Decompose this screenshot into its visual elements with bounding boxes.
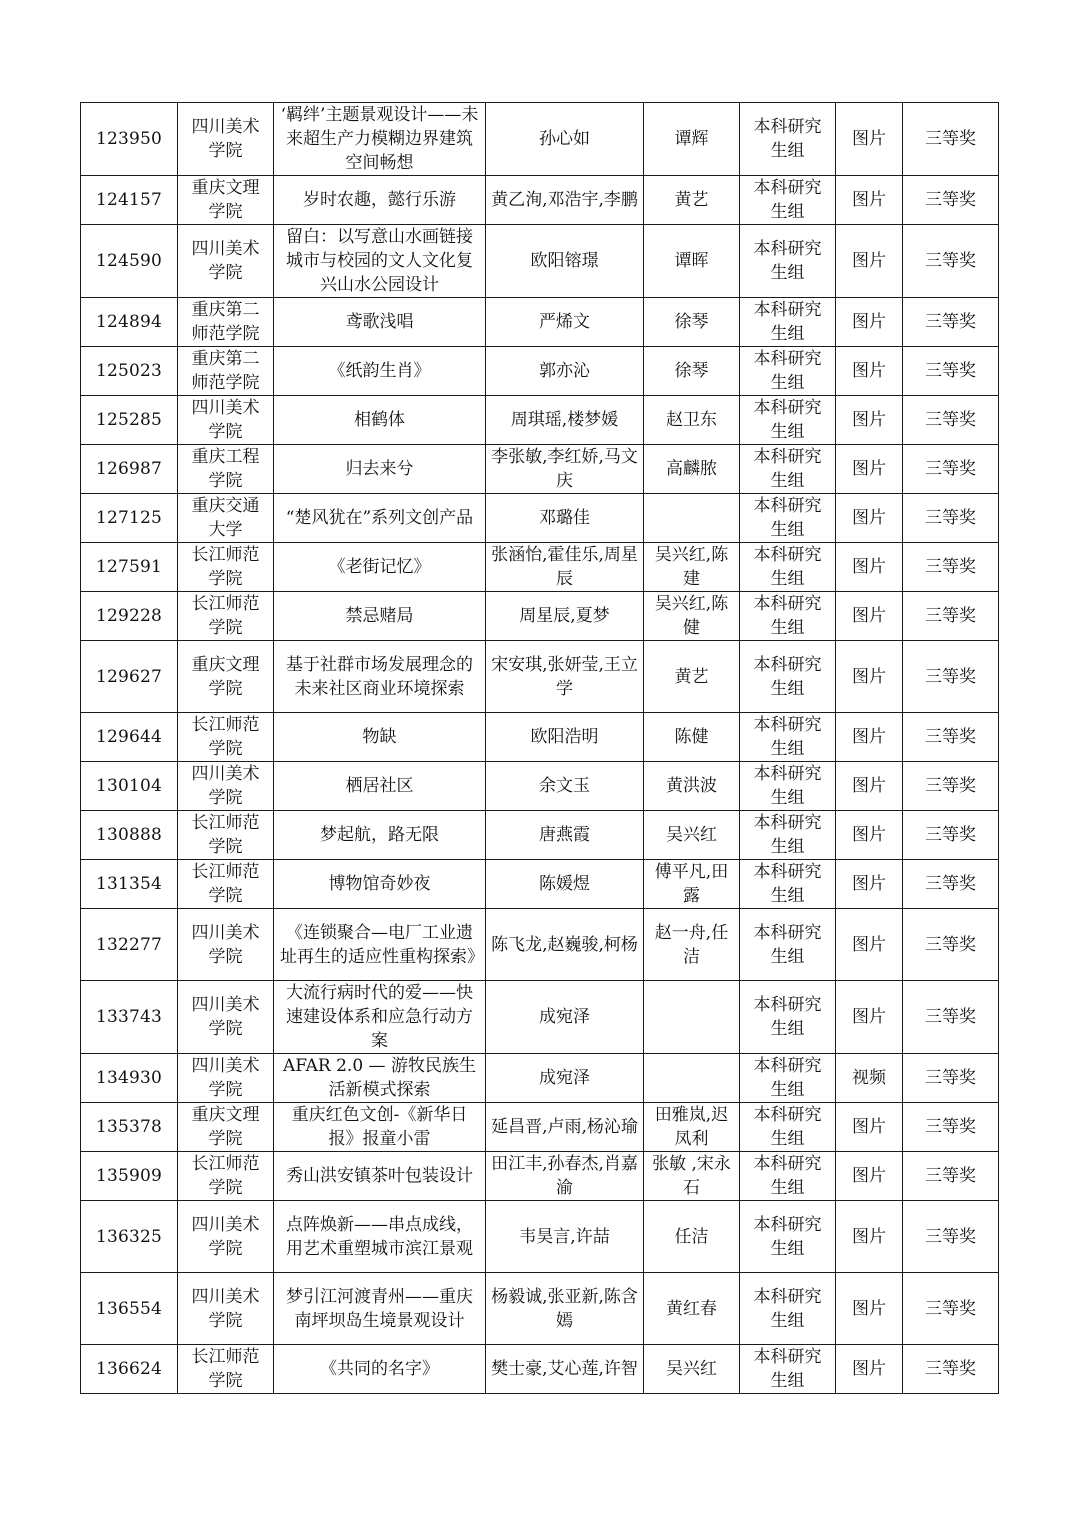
work-type: 图片 xyxy=(836,347,903,396)
advisor: 谭晖 xyxy=(644,225,740,298)
work-type: 图片 xyxy=(836,1201,903,1273)
school-name: 长江师范学院 xyxy=(178,811,274,860)
group: 本科研究生组 xyxy=(740,103,836,176)
group: 本科研究生组 xyxy=(740,1103,836,1152)
work-title: 鸢歌浅唱 xyxy=(274,298,486,347)
authors: 郭亦沁 xyxy=(486,347,644,396)
work-type: 图片 xyxy=(836,713,903,762)
work-id: 135909 xyxy=(81,1152,178,1201)
work-id: 136325 xyxy=(81,1201,178,1273)
school-name: 长江师范学院 xyxy=(178,1345,274,1394)
work-id: 126987 xyxy=(81,445,178,494)
authors: 成宛泽 xyxy=(486,1054,644,1103)
group: 本科研究生组 xyxy=(740,494,836,543)
authors: 欧阳浩明 xyxy=(486,713,644,762)
authors: 邓璐佳 xyxy=(486,494,644,543)
authors: 杨毅诚,张亚新,陈含嫣 xyxy=(486,1273,644,1345)
work-title: 《老街记忆》 xyxy=(274,543,486,592)
authors: 严烯文 xyxy=(486,298,644,347)
school-name: 重庆工程学院 xyxy=(178,445,274,494)
table-row xyxy=(81,543,999,592)
group: 本科研究生组 xyxy=(740,225,836,298)
table-row xyxy=(81,1152,999,1201)
group: 本科研究生组 xyxy=(740,543,836,592)
school-name: 重庆第二师范学院 xyxy=(178,347,274,396)
work-type: 图片 xyxy=(836,762,903,811)
work-title: 禁忌赌局 xyxy=(274,592,486,641)
school-name: 四川美术学院 xyxy=(178,1054,274,1103)
work-id: 136554 xyxy=(81,1273,178,1345)
table-row xyxy=(81,176,999,225)
work-type: 图片 xyxy=(836,225,903,298)
table-body xyxy=(81,103,999,1394)
authors: 宋安琪,张妍莹,王立学 xyxy=(486,641,644,713)
award-level: 三等奖 xyxy=(903,641,999,713)
work-id: 129228 xyxy=(81,592,178,641)
work-type: 图片 xyxy=(836,176,903,225)
advisor xyxy=(644,494,740,543)
work-title: 归去来兮 xyxy=(274,445,486,494)
table-row xyxy=(81,762,999,811)
group: 本科研究生组 xyxy=(740,1152,836,1201)
group: 本科研究生组 xyxy=(740,762,836,811)
work-title: AFAR 2.0 — 游牧民族生活新模式探索 xyxy=(274,1054,486,1103)
authors: 唐燕霞 xyxy=(486,811,644,860)
authors: 周琪瑶,楼梦媛 xyxy=(486,396,644,445)
school-name: 长江师范学院 xyxy=(178,592,274,641)
advisor: 黄艺 xyxy=(644,641,740,713)
table-row xyxy=(81,298,999,347)
award-level: 三等奖 xyxy=(903,713,999,762)
award-level: 三等奖 xyxy=(903,592,999,641)
work-type: 图片 xyxy=(836,1103,903,1152)
work-title: 梦起航，路无限 xyxy=(274,811,486,860)
authors: 成宛泽 xyxy=(486,981,644,1054)
authors: 陈飞龙,赵巍骏,柯杨 xyxy=(486,909,644,981)
authors: 欧阳镕璟 xyxy=(486,225,644,298)
advisor: 吴兴红 xyxy=(644,811,740,860)
group: 本科研究生组 xyxy=(740,1273,836,1345)
work-title: 大流行病时代的爱——快速建设体系和应急行动方案 xyxy=(274,981,486,1054)
work-id: 133743 xyxy=(81,981,178,1054)
work-title: 博物馆奇妙夜 xyxy=(274,860,486,909)
work-title: 《连锁聚合—电厂工业遗址再生的适应性重构探索》 xyxy=(274,909,486,981)
advisor: 谭辉 xyxy=(644,103,740,176)
award-level: 三等奖 xyxy=(903,1103,999,1152)
school-name: 重庆第二师范学院 xyxy=(178,298,274,347)
work-id: 130104 xyxy=(81,762,178,811)
award-level: 三等奖 xyxy=(903,1273,999,1345)
work-title: 《纸韵生肖》 xyxy=(274,347,486,396)
work-type: 图片 xyxy=(836,860,903,909)
work-id: 135378 xyxy=(81,1103,178,1152)
table-row xyxy=(81,811,999,860)
advisor xyxy=(644,981,740,1054)
work-id: 124894 xyxy=(81,298,178,347)
award-level: 三等奖 xyxy=(903,445,999,494)
work-title: 物缺 xyxy=(274,713,486,762)
school-name: 长江师范学院 xyxy=(178,543,274,592)
award-level: 三等奖 xyxy=(903,103,999,176)
group: 本科研究生组 xyxy=(740,1345,836,1394)
table-row xyxy=(81,592,999,641)
advisor: 赵一舟,任洁 xyxy=(644,909,740,981)
table-row xyxy=(81,103,999,176)
advisor: 黄红春 xyxy=(644,1273,740,1345)
work-id: 130888 xyxy=(81,811,178,860)
school-name: 四川美术学院 xyxy=(178,762,274,811)
advisor: 黄艺 xyxy=(644,176,740,225)
work-type: 图片 xyxy=(836,494,903,543)
table-row xyxy=(81,713,999,762)
work-id: 129644 xyxy=(81,713,178,762)
authors: 延昌晋,卢雨,杨沁瑜 xyxy=(486,1103,644,1152)
work-id: 125023 xyxy=(81,347,178,396)
work-type: 视频 xyxy=(836,1054,903,1103)
advisor: 傅平凡,田露 xyxy=(644,860,740,909)
group: 本科研究生组 xyxy=(740,981,836,1054)
table-row xyxy=(81,494,999,543)
award-level: 三等奖 xyxy=(903,1201,999,1273)
award-level: 三等奖 xyxy=(903,1345,999,1394)
table-row xyxy=(81,445,999,494)
award-level: 三等奖 xyxy=(903,811,999,860)
work-title: 《共同的名字》 xyxy=(274,1345,486,1394)
authors: 余文玉 xyxy=(486,762,644,811)
work-id: 127591 xyxy=(81,543,178,592)
work-type: 图片 xyxy=(836,981,903,1054)
advisor xyxy=(644,1054,740,1103)
work-title: 梦引江河渡青州——重庆南坪坝岛生境景观设计 xyxy=(274,1273,486,1345)
work-id: 132277 xyxy=(81,909,178,981)
group: 本科研究生组 xyxy=(740,1054,836,1103)
work-type: 图片 xyxy=(836,103,903,176)
work-title: 秀山洪安镇茶叶包装设计 xyxy=(274,1152,486,1201)
table-row xyxy=(81,641,999,713)
authors: 孙心如 xyxy=(486,103,644,176)
school-name: 四川美术学院 xyxy=(178,225,274,298)
table-row xyxy=(81,1273,999,1345)
work-id: 131354 xyxy=(81,860,178,909)
work-type: 图片 xyxy=(836,592,903,641)
group: 本科研究生组 xyxy=(740,713,836,762)
work-type: 图片 xyxy=(836,445,903,494)
group: 本科研究生组 xyxy=(740,811,836,860)
award-level: 三等奖 xyxy=(903,176,999,225)
advisor: 吴兴红 xyxy=(644,1345,740,1394)
table-row xyxy=(81,225,999,298)
school-name: 四川美术学院 xyxy=(178,981,274,1054)
table-row xyxy=(81,1103,999,1152)
work-title: “楚风犹在”系列文创产品 xyxy=(274,494,486,543)
authors: 周星辰,夏梦 xyxy=(486,592,644,641)
advisor: 田雅岚,迟凤利 xyxy=(644,1103,740,1152)
work-id: 125285 xyxy=(81,396,178,445)
group: 本科研究生组 xyxy=(740,909,836,981)
advisor: 陈健 xyxy=(644,713,740,762)
work-id: 129627 xyxy=(81,641,178,713)
award-level: 三等奖 xyxy=(903,981,999,1054)
work-title: 留白：以写意山水画链接城市与校园的文人文化复兴山水公园设计 xyxy=(274,225,486,298)
work-id: 123950 xyxy=(81,103,178,176)
work-type: 图片 xyxy=(836,1273,903,1345)
advisor: 吴兴红,陈健 xyxy=(644,592,740,641)
work-type: 图片 xyxy=(836,909,903,981)
school-name: 重庆文理学院 xyxy=(178,641,274,713)
school-name: 四川美术学院 xyxy=(178,396,274,445)
school-name: 长江师范学院 xyxy=(178,1152,274,1201)
school-name: 四川美术学院 xyxy=(178,1273,274,1345)
work-type: 图片 xyxy=(836,641,903,713)
advisor: 高麟脓 xyxy=(644,445,740,494)
advisor: 黄洪波 xyxy=(644,762,740,811)
work-title: 岁时农趣，懿行乐游 xyxy=(274,176,486,225)
award-level: 三等奖 xyxy=(903,396,999,445)
work-type: 图片 xyxy=(836,811,903,860)
table-row xyxy=(81,1201,999,1273)
group: 本科研究生组 xyxy=(740,298,836,347)
advisor: 徐琴 xyxy=(644,298,740,347)
work-type: 图片 xyxy=(836,298,903,347)
authors: 陈媛煜 xyxy=(486,860,644,909)
table-row xyxy=(81,909,999,981)
award-level: 三等奖 xyxy=(903,909,999,981)
advisor: 吴兴红,陈建 xyxy=(644,543,740,592)
group: 本科研究生组 xyxy=(740,176,836,225)
work-type: 图片 xyxy=(836,396,903,445)
work-title: 点阵焕新——串点成线，用艺术重塑城市滨江景观 xyxy=(274,1201,486,1273)
authors: 韦昊言,许喆 xyxy=(486,1201,644,1273)
group: 本科研究生组 xyxy=(740,1201,836,1273)
group: 本科研究生组 xyxy=(740,396,836,445)
award-level: 三等奖 xyxy=(903,298,999,347)
school-name: 重庆文理学院 xyxy=(178,176,274,225)
authors: 樊士豪,艾心莲,许智 xyxy=(486,1345,644,1394)
award-level: 三等奖 xyxy=(903,347,999,396)
award-level: 三等奖 xyxy=(903,543,999,592)
advisor: 任洁 xyxy=(644,1201,740,1273)
work-title: 栖居社区 xyxy=(274,762,486,811)
award-table xyxy=(80,102,999,1394)
school-name: 重庆文理学院 xyxy=(178,1103,274,1152)
work-id: 127125 xyxy=(81,494,178,543)
table-row xyxy=(81,981,999,1054)
advisor: 徐琴 xyxy=(644,347,740,396)
work-title: ‘羁绊’主题景观设计——未来超生产力模糊边界建筑空间畅想 xyxy=(274,103,486,176)
table-row xyxy=(81,1054,999,1103)
school-name: 长江师范学院 xyxy=(178,860,274,909)
work-id: 134930 xyxy=(81,1054,178,1103)
work-type: 图片 xyxy=(836,1152,903,1201)
authors: 田江丰,孙春杰,肖嘉渝 xyxy=(486,1152,644,1201)
table-row xyxy=(81,1345,999,1394)
group: 本科研究生组 xyxy=(740,641,836,713)
award-level: 三等奖 xyxy=(903,225,999,298)
authors: 黄乙洵,邓浩宇,李鹏 xyxy=(486,176,644,225)
work-title: 基于社群市场发展理念的未来社区商业环境探索 xyxy=(274,641,486,713)
group: 本科研究生组 xyxy=(740,592,836,641)
work-type: 图片 xyxy=(836,543,903,592)
work-id: 124157 xyxy=(81,176,178,225)
school-name: 四川美术学院 xyxy=(178,909,274,981)
school-name: 四川美术学院 xyxy=(178,103,274,176)
group: 本科研究生组 xyxy=(740,445,836,494)
authors: 张涵怡,霍佳乐,周星辰 xyxy=(486,543,644,592)
advisor: 张敏 ,宋永石 xyxy=(644,1152,740,1201)
work-title: 相鹤体 xyxy=(274,396,486,445)
award-level: 三等奖 xyxy=(903,494,999,543)
work-id: 136624 xyxy=(81,1345,178,1394)
award-level: 三等奖 xyxy=(903,1054,999,1103)
table-row xyxy=(81,347,999,396)
award-level: 三等奖 xyxy=(903,860,999,909)
school-name: 四川美术学院 xyxy=(178,1201,274,1273)
table-row xyxy=(81,396,999,445)
work-id: 124590 xyxy=(81,225,178,298)
authors: 李张敏,李红娇,马文庆 xyxy=(486,445,644,494)
school-name: 重庆交通大学 xyxy=(178,494,274,543)
work-type: 图片 xyxy=(836,1345,903,1394)
advisor: 赵卫东 xyxy=(644,396,740,445)
group: 本科研究生组 xyxy=(740,860,836,909)
award-level: 三等奖 xyxy=(903,762,999,811)
award-level: 三等奖 xyxy=(903,1152,999,1201)
school-name: 长江师范学院 xyxy=(178,713,274,762)
work-title: 重庆红色文创-《新华日报》报童小雷 xyxy=(274,1103,486,1152)
group: 本科研究生组 xyxy=(740,347,836,396)
table-row xyxy=(81,860,999,909)
